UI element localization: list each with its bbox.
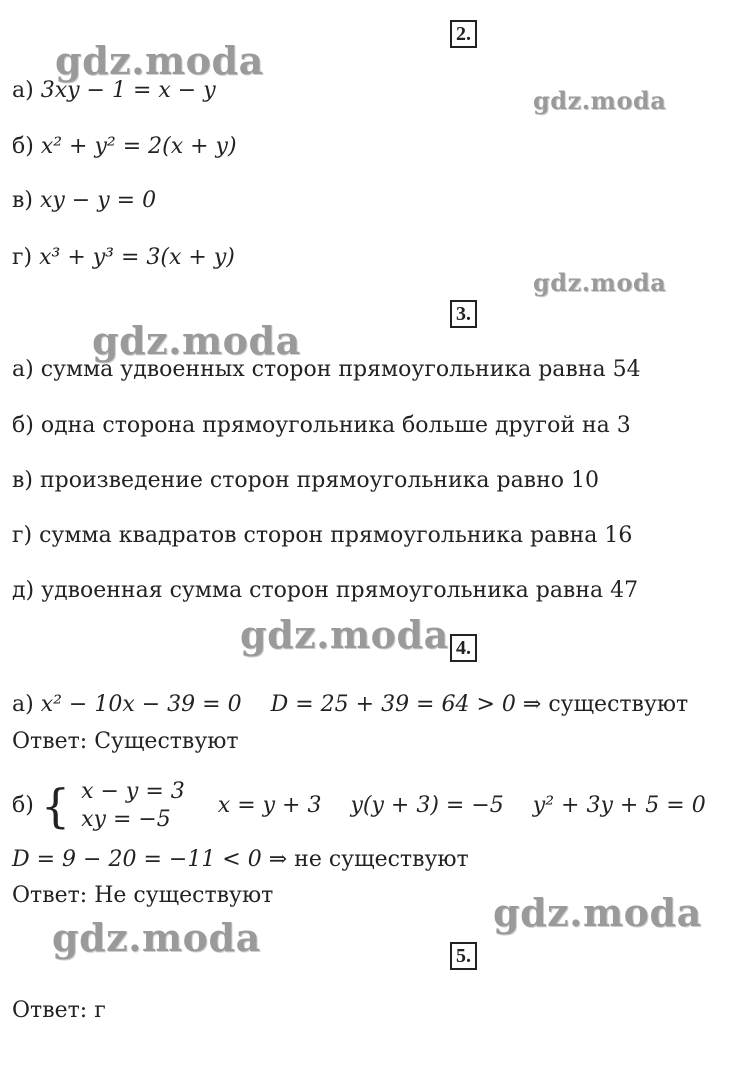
task3-item-d: г) сумма квадратов сторон прямоугольника равна 16	[12, 523, 633, 548]
task2-item-a	[12, 77, 216, 105]
task-number-5: 5.	[450, 942, 477, 970]
task3-item-c: в) произведение сторон прямоугольника равно 10	[12, 468, 599, 493]
watermark: gdz.moda	[55, 38, 264, 83]
task3-item-e: д) удвоенная сумма сторон прямоугольника равна 47	[12, 578, 639, 603]
equation: x² − 10x − 39 = 0	[40, 692, 242, 717]
task-number-3: 3.	[450, 300, 477, 328]
watermark: gdz.moda	[52, 915, 261, 960]
task4-b-discriminant	[12, 846, 469, 874]
watermark: gdz.moda	[533, 268, 667, 297]
equation: 3xy − 1 = x − y	[40, 78, 216, 103]
item-label: а)	[12, 78, 34, 103]
item-label: б)	[12, 793, 34, 818]
equation: xy − y = 0	[39, 188, 157, 213]
substitution-step: y(y + 3) = −5	[350, 793, 504, 818]
conclusion: не существуют	[294, 847, 469, 872]
task2-item-c	[12, 187, 156, 215]
task5-answer: Ответ: г	[12, 998, 106, 1023]
item-label: г)	[12, 245, 33, 270]
watermark: gdz.moda	[92, 318, 301, 363]
substitution-step: x = y + 3	[217, 793, 322, 818]
task-number-2: 2.	[450, 20, 477, 48]
watermark: gdz.moda	[533, 86, 667, 115]
watermark: gdz.moda	[240, 612, 449, 657]
quadratic-equation: y² + 3y + 5 = 0	[532, 793, 706, 818]
task4-b-answer: Ответ: Не существуют	[12, 883, 274, 908]
item-label: б)	[12, 134, 34, 159]
system-equation-1: x − y = 3	[81, 779, 185, 804]
task-number-4: 4.	[450, 634, 477, 662]
watermark: gdz.moda	[493, 890, 702, 935]
task3-item-b: б) одна сторона прямоугольника больше другой на 3	[12, 413, 631, 438]
equation: x² + y² = 2(x + y)	[40, 134, 237, 159]
task4-b-solution	[12, 778, 706, 834]
task2-item-d	[12, 244, 235, 272]
item-label: в)	[12, 188, 33, 213]
task2-item-b	[12, 133, 237, 161]
item-label: а)	[12, 692, 34, 717]
task3-item-a: а) сумма удвоенных сторон прямоугольника равна 54	[12, 357, 641, 382]
discriminant: D = 9 − 20 = −11 < 0 ⇒	[12, 847, 288, 872]
equation-system	[81, 778, 185, 834]
discriminant: D = 25 + 39 = 64 > 0 ⇒	[270, 692, 542, 717]
conclusion: существуют	[548, 692, 689, 717]
equation: x³ + y³ = 3(x + y)	[39, 245, 235, 270]
system-brace: {	[40, 779, 71, 833]
task4-a-answer: Ответ: Существуют	[12, 729, 239, 754]
system-equation-2: xy = −5	[81, 807, 171, 832]
task4-a-solution	[12, 691, 688, 719]
